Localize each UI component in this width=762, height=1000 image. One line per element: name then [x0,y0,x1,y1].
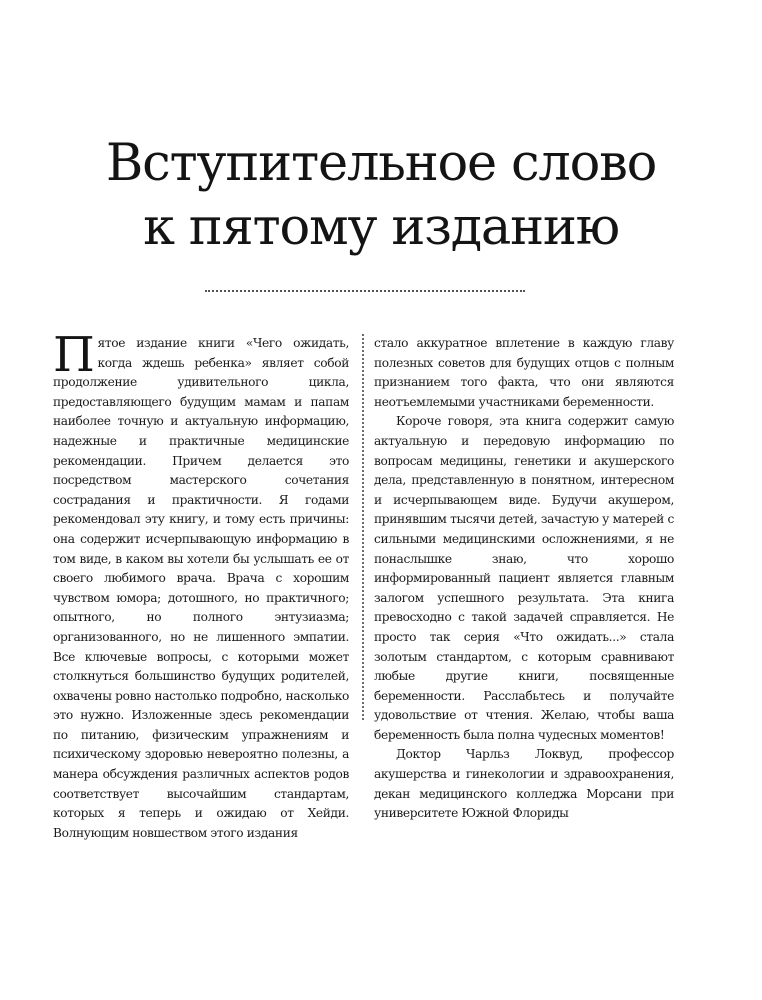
title-line-2: к пятому изданию [143,198,619,257]
paragraph-continuation: стало аккуратное вплетение в каждую главу полезных советов для будущих отцов с полным признанием того факта, что они являются неотъемлемыми участниками беременности. [374,336,674,409]
column-separator [362,334,364,720]
paragraph-intro-text: ятое издание книги «Чего ожидать, когда ждешь ребенка» являет собой продолжение удивительного цикла, предоставляющего будущим мамам и папам наиболее точную и актуальную информацию, надежные и практичные медицинские рекомендации. Причем делается это посредством мастерского сочетания сострадания и практичности. Я годами рекомендовал эту книгу, и тому есть причины: она содержит исчерпывающую информацию в том виде, в каком вы хотели бы услышать ее от своего любимого врача. Врача с хорошим чувством юмора; дотошного, но практичного; опытного, но полного энтузиазма; организованного, но не лишенного эмпатии. Все ключевые вопросы, с которыми может столкнуться большинство будущих родителей, охвачены ровно настолько подробно, насколько это нужно. Изложенные здесь рекомендации по питанию, физическим упражнениям и психическому здоровью невероятно полезны, а манера обсуждения различных аспектов родов соответствует высочайшим стандартам, которых я теперь и ожидаю от Хейди. Волнующим новшеством этого издания [53,336,349,840]
page-title [0,132,762,260]
drop-cap: П [53,327,95,383]
paragraph-intro [53,327,349,843]
left-column [53,327,349,843]
author-signature: Доктор Чарльз Локвуд, профессор акушерства и гинекологии и здравоохранения, декан медицинского колледжа Морсани при университете Южной Флориды [374,747,674,821]
title-divider [205,290,525,292]
paragraph-summary: Короче говоря, эта книга содержит самую актуальную и передовую информацию по вопросам медицины, генетики и акушерского дела, представленную в понятном, интересном и исчерпывающем виде. Будучи акушером, принявшим тысячи детей, зачастую у матерей с сильными медицинскими осложнениями, я не понаслышке знаю, что хорошо информированный пациент является главным залогом успешного результата. Эта книга превосходно с такой задачей справляется. Не просто так серия «Что ожидать...» стала золотым стандартом, с которым сравнивают любые другие книги, посвященные беременности. Расслабьтесь и получайте удовольствие от чтения. Желаю, чтобы ваша беременность была полна чудесных моментов! [374,414,674,742]
right-column [374,334,674,824]
title-line-1: Вступительное слово [105,134,657,193]
